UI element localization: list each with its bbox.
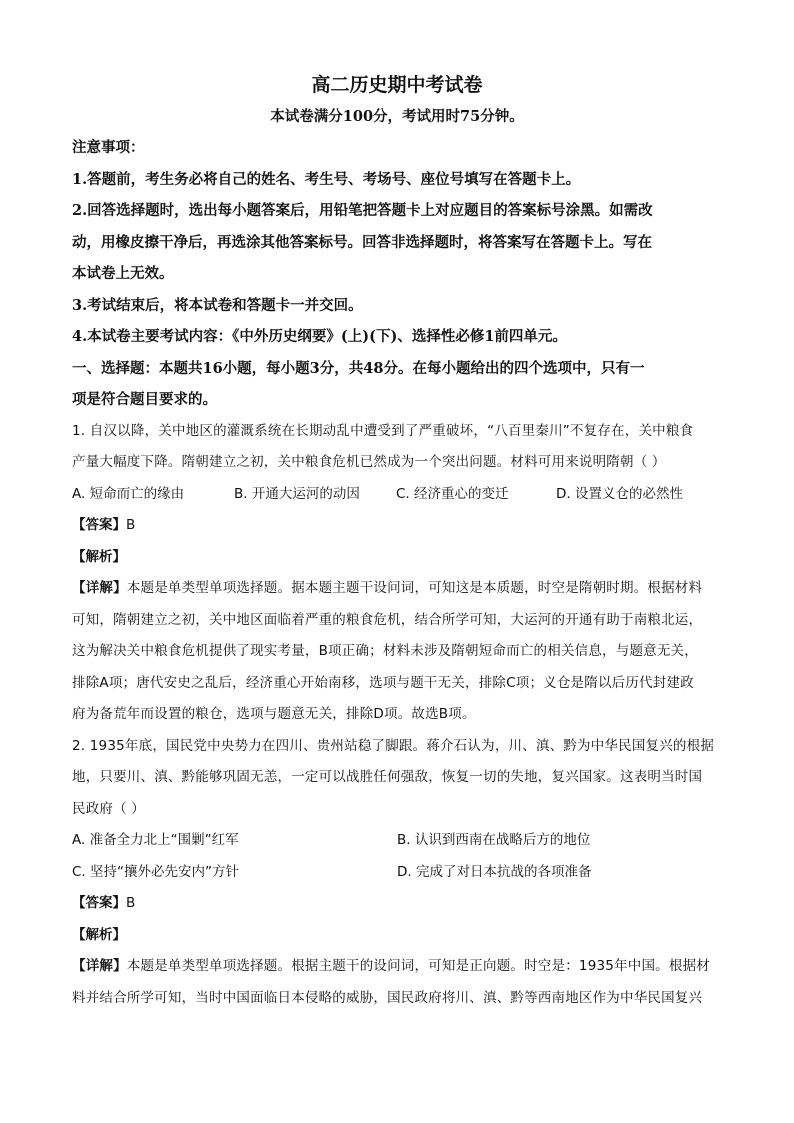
question-1-option-a: A. 短命而亡的缘由 <box>72 485 185 502</box>
exam-info: 本试卷满分100分，考试用时75分钟。 <box>270 108 524 125</box>
page-title: 高二历史期中考试卷 <box>311 74 483 96</box>
question-2-analysis <box>72 920 722 952</box>
question-1-detail-line-2: 可知，隋朝建立之初，关中地区面临着严重的粮食危机，结合所学可知，大运河的开通有助于南粮北运， <box>72 611 703 628</box>
question-2-stem-line-3: 民政府（ ） <box>72 800 145 817</box>
notes-heading: 注意事项： <box>72 139 145 156</box>
question-1-option-d: D. 设置义仓的必然性 <box>556 485 683 502</box>
note-item-3: 3.考试结束后，将本试卷和答题卡一并交回。 <box>72 296 363 314</box>
question-1-stem-line-2: 产量大幅度下降。隋朝建立之初，关中粮食危机已然成为一个突出问题。材料可用来说明隋朝（ ） <box>72 454 666 470</box>
note-item-4: 4.本试卷主要考试内容：《中外历史纲要》(上)(下)、选择性必修1前四单元。 <box>72 328 567 345</box>
question-1-detail-line-3: 这为解决关中粮食危机提供了现实考量，B项正确；材料未涉及隋朝短命而亡的相关信息，与题意无关， <box>72 643 698 659</box>
question-2-answer <box>72 888 722 920</box>
question-2-option-a: A. 准备全力北上“围剿”红军 <box>72 832 239 848</box>
question-2-stem-line-1: 2. 1935年底，国民党中央势力在四川、贵州站稳了脚跟。蒋介石认为，川、滇、黔为中华民国复兴的根据 <box>72 737 715 754</box>
analysis-tag: 【解析】 <box>72 926 126 943</box>
detail-tag: 【详解】 <box>72 958 127 974</box>
note-item-2-line-2: 动，用橡皮擦干净后，再选涂其他答案标号。回答非选择题时，将答案写在答题卡上。写在 <box>72 233 652 251</box>
question-2-option-d: D. 完成了对日本抗战的各项准备 <box>397 863 592 880</box>
note-item-2-line-1: 2.回答选择题时，选出每小题答案后，用铅笔把答题卡上对应题目的答案标号涂黑。如需改 <box>72 202 653 219</box>
question-2-stem-line-2: 地，只要川、滇、黔能够巩固无恙，一定可以战胜任何强敌，恢复一切的失地，复兴国家。这表明当时国 <box>72 769 703 785</box>
detail-tag: 【详解】 <box>72 580 127 596</box>
question-2-detail-line-1 <box>72 951 722 983</box>
exam-page <box>72 68 722 1014</box>
answer-tag: 【答案】 <box>72 517 126 533</box>
note-item-1: 1.答题前，考生务必将自己的姓名、考生号、考场号、座位号填写在答题卡上。 <box>72 170 581 188</box>
answer-tag: 【答案】 <box>72 895 126 911</box>
section-heading-line-1: 一、选择题：本题共16小题，每小题3分，共48分。在每小题给出的四个选项中，只有一 <box>72 359 645 377</box>
answer-value: B <box>126 895 136 911</box>
note-item-2-line-3: 本试卷上无效。 <box>72 265 174 282</box>
question-1-detail-line-1 <box>72 573 722 605</box>
question-1-option-b: B. 开通大运河的动因 <box>234 485 360 502</box>
question-1-stem-line-1: 1. 自汉以降，关中地区的灌溉系统在长期动乱中遭受到了严重破坏，“八百里秦川”不复存在，关中粮食 <box>72 422 694 439</box>
detail-text: 本题是单类型单项选择题。根据主题干的设问词，可知是正向题。时空是：1935年中国。根据材 <box>126 958 710 974</box>
question-1-detail-line-5: 府为备荒年而设置的粮仓，选项与题意无关，排除D项。故选B项。 <box>72 706 476 722</box>
question-2-options <box>72 825 722 888</box>
analysis-tag: 【解析】 <box>72 548 126 565</box>
detail-text: 本题是单类型单项选择题。据本题主题干设问词，可知这是本质题，时空是隋朝时期。根据材料 <box>126 580 703 596</box>
answer-value: B <box>126 517 136 533</box>
question-1-option-c: C. 经济重心的变迁 <box>396 485 509 502</box>
question-2-option-b: B. 认识到西南在战略后方的地位 <box>397 832 591 848</box>
question-1-detail-line-4: 排除A项；唐代安史之乱后，经济重心开始南移，选项与题干无关，排除C项；义仓是隋以后历代封建政 <box>72 674 694 691</box>
question-1-answer <box>72 510 722 542</box>
section-heading-line-2: 项是符合题目要求的。 <box>72 391 217 408</box>
question-1-options <box>72 479 722 511</box>
question-1-analysis <box>72 542 722 574</box>
question-2-detail-line-2: 料并结合所学可知，当时中国面临日本侵略的威胁，国民政府将川、滇、黔等西南地区作为中华民国复兴 <box>72 989 703 1006</box>
question-2-option-c: C. 坚持“攘外必先安内”方针 <box>72 863 239 880</box>
